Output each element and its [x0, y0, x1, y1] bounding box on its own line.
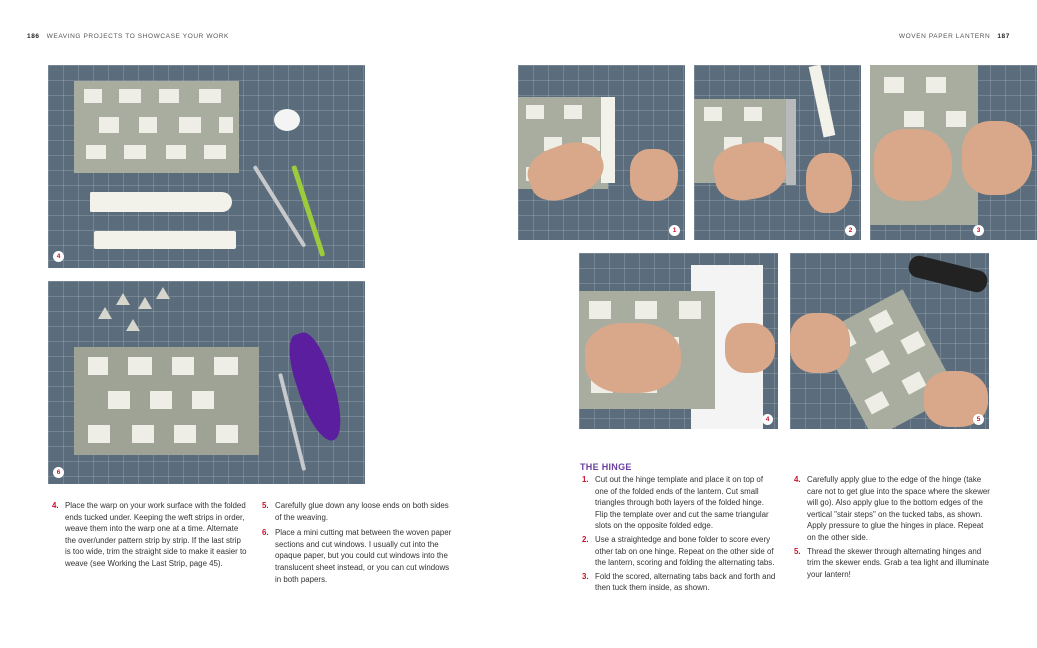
photo-hinge-step-2: [694, 65, 861, 240]
photo-badge: 4: [53, 251, 64, 262]
step-number: 2.: [582, 534, 589, 544]
step-number: 6.: [262, 528, 269, 538]
step-item: [794, 474, 990, 544]
hinge-steps-col-2: [794, 474, 990, 580]
woven-paper: [74, 81, 239, 173]
hand: [725, 323, 775, 373]
hand: [962, 121, 1032, 195]
left-steps-col-2: [262, 500, 452, 585]
hand: [790, 313, 850, 373]
photo-step-4-weaving: [48, 65, 365, 268]
right-page-number: 187: [997, 33, 1010, 40]
photo-badge: 3: [973, 225, 984, 236]
step-text: Thread the skewer through alternating hinges and trim the skewer ends. Grab a tea light and illuminate your lantern!: [807, 546, 990, 579]
step-number: 4.: [794, 475, 801, 484]
photo-hinge-step-1: [518, 65, 685, 240]
photo-step-6-windows: [48, 281, 365, 484]
step-item: [262, 527, 452, 585]
paper-triangles: [98, 287, 178, 337]
photo-hinge-step-4: [579, 253, 778, 429]
weft-strip: [90, 192, 232, 212]
hand: [874, 129, 952, 201]
right-header-title: WOVEN PAPER LANTERN: [898, 33, 991, 40]
woven-paper-with-windows: [74, 347, 259, 455]
metal-straightedge: [786, 99, 796, 185]
step-number: 5.: [262, 501, 269, 510]
step-text: Carefully glue down any loose ends on both sides of the weaving.: [275, 501, 449, 522]
hinge-steps-col-1: [582, 474, 778, 594]
photo-badge: 1: [669, 225, 680, 236]
step-item: [262, 500, 452, 523]
weft-strip: [94, 231, 236, 249]
green-pencil: [291, 165, 325, 257]
step-number: 5.: [794, 546, 801, 556]
hand: [806, 153, 852, 213]
step-text: Place a mini cutting mat between the woven paper sections and cut windows. I usually cut into the opaque paper, but you could cut windows into the translucent sheet instead, or you can cut windows in both papers.: [275, 528, 452, 584]
left-steps-col-1: [52, 500, 248, 570]
right-running-header: [899, 33, 1010, 40]
step-text: Use a straightedge and bone folder to score every other tab on one hinge. Repeat on the other side of the lantern, scoring and folding the alternating tabs.: [595, 534, 775, 568]
section-heading: THE HINGE: [580, 462, 632, 472]
step-item: [582, 571, 778, 594]
hand: [630, 149, 678, 201]
step-text: Fold the scored, alternating tabs back and forth and then tuck them inside, as shown.: [595, 571, 776, 593]
step-item: [794, 546, 990, 581]
step-item: [582, 474, 778, 532]
pliers: [907, 254, 989, 295]
step-number: 4.: [52, 501, 59, 510]
step-text: Cut out the hinge template and place it on top of one of the folded ends of the lantern. Cut small triangles through both layers of the folded hinge. Flip the template over and cut the same triangular slots on the opposite folded edge.: [595, 475, 769, 531]
photo-badge: 2: [845, 225, 856, 236]
photo-badge: 5: [973, 414, 984, 425]
glue-bottle: [274, 109, 300, 131]
photo-hinge-step-5: [790, 253, 989, 429]
left-header-title: WEAVING PROJECTS TO SHOWCASE YOUR WORK: [46, 33, 229, 40]
photo-badge: 6: [53, 467, 64, 478]
left-running-header: [27, 33, 229, 40]
hand: [585, 323, 681, 393]
photo-badge: 4: [762, 414, 773, 425]
photo-hinge-step-3: [870, 65, 1037, 240]
step-text: Carefully apply glue to the edge of the hinge (take care not to get glue into the space where the skewer will go). Also apply glue to the bottom edges of the vertical "stair steps" on the tucked tabs, as shown. Apply pressure to glue the hinges in place. Repeat on the other side.: [807, 475, 990, 542]
step-number: 3.: [582, 571, 589, 581]
step-number: 1.: [582, 475, 589, 484]
step-item: [52, 500, 248, 570]
left-page-number: 186: [27, 33, 40, 40]
step-item: [582, 534, 778, 569]
step-text: Place the warp on your work surface with the folded ends tucked under. Keeping the weft strips in order, weave them into the warp one at a time. Alternate the over/under pattern strip by strip. If the last strip is too wide, trim the straight side to make it easier to weave (see Working the Last Strip, page 45).: [65, 501, 247, 568]
